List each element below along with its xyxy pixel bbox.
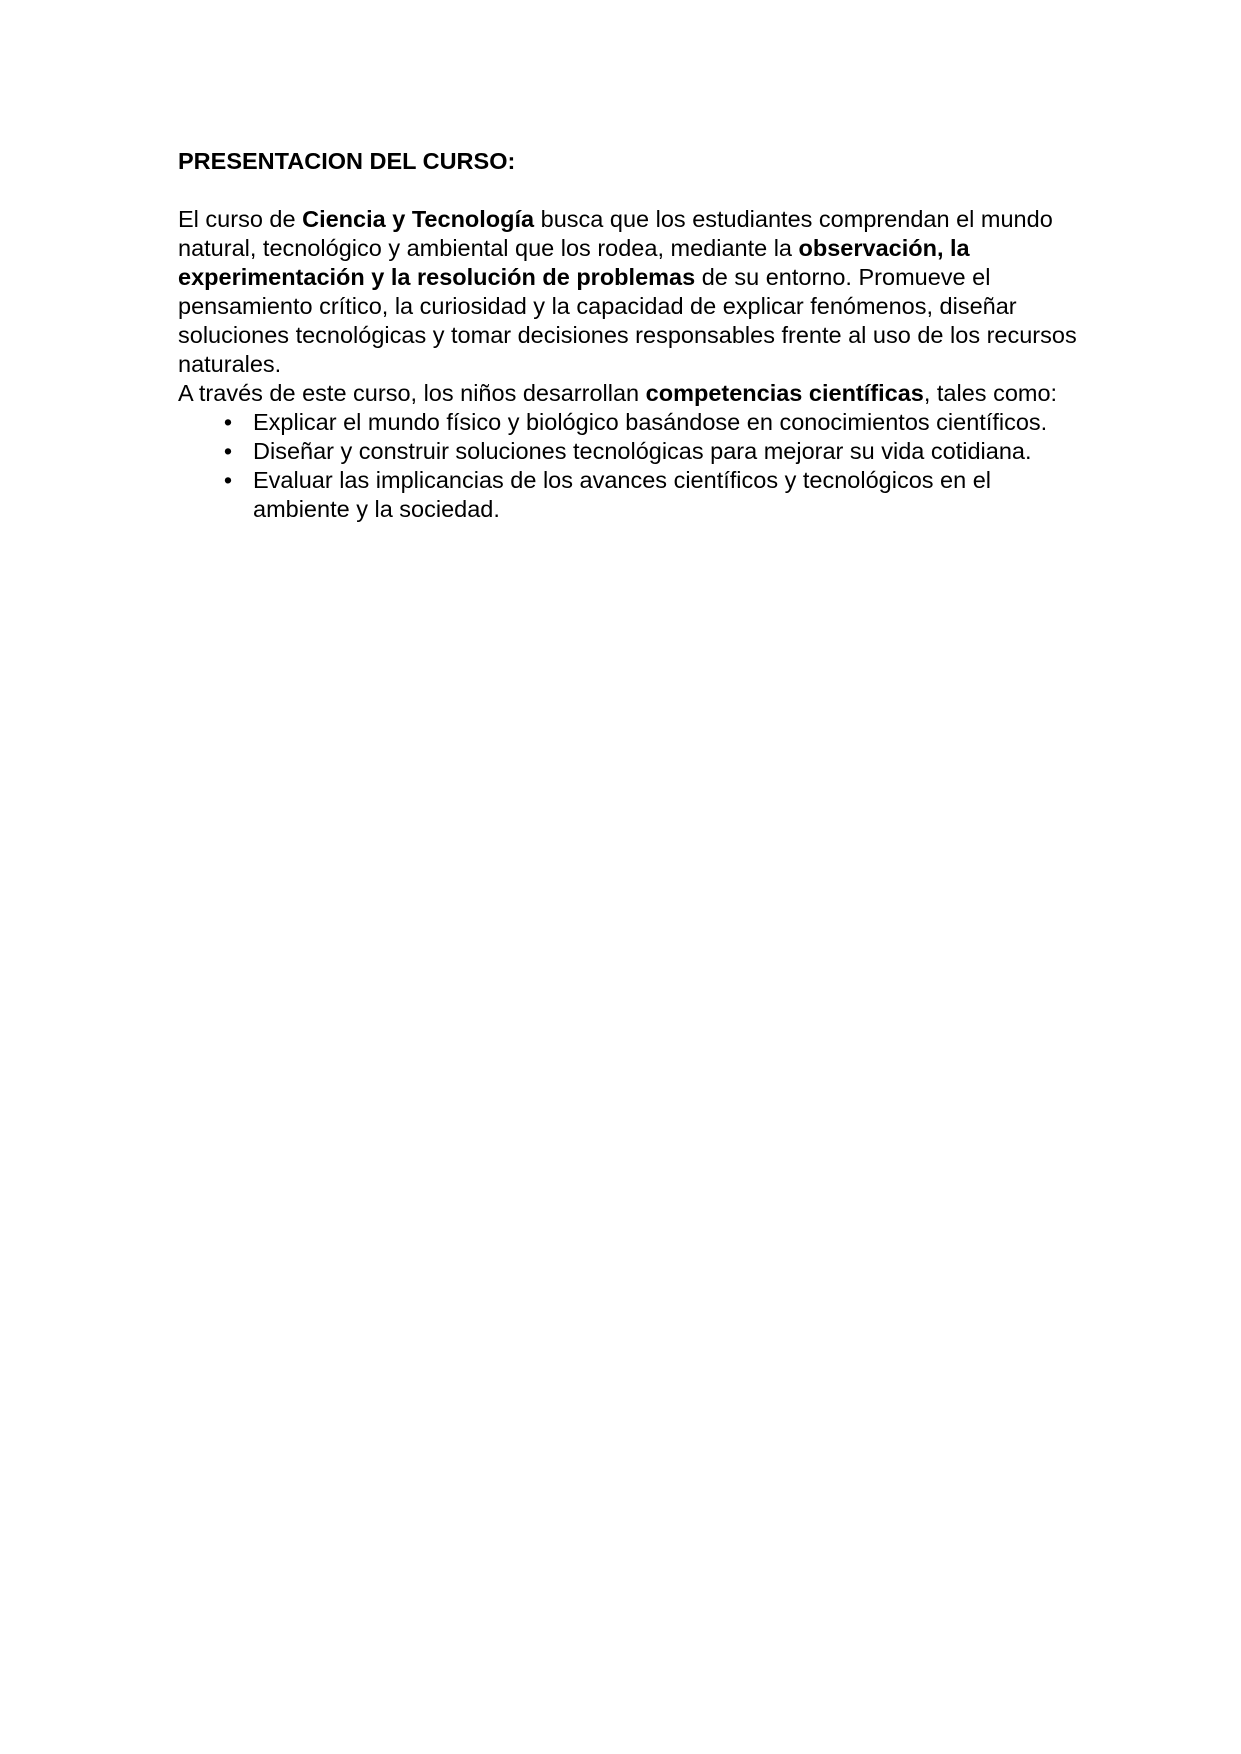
bullet-marker: • <box>223 409 233 435</box>
section-title: PRESENTACION DEL CURSO: <box>178 148 516 174</box>
list-item-text: Diseñar y construir soluciones tecnológicas para mejorar su vida cotidiana. <box>253 438 1032 464</box>
competencies-list <box>178 408 1078 524</box>
intro-bold-methods: observación, la experimentación y la resolución de problemas <box>178 235 970 290</box>
competencies-paragraph <box>178 379 1078 408</box>
list-item-text: Explicar el mundo físico y biológico basándose en conocimientos científicos. <box>253 409 1048 435</box>
intro-text-2: busca que los estudiantes comprendan el mundo natural, tecnológico y ambiental que los rodea, mediante la <box>178 206 1053 261</box>
intro-text-1: El curso de <box>178 206 303 232</box>
competencies-bold: competencias científicas <box>645 380 924 406</box>
bullet-marker: • <box>223 438 233 464</box>
list-item <box>178 437 1078 466</box>
intro-paragraph <box>178 205 1078 379</box>
intro-bold-course-name: Ciencia y Tecnología <box>302 206 535 232</box>
document-body <box>178 147 1078 524</box>
list-item <box>178 466 1078 524</box>
intro-text-3: de su entorno. Promueve el pensamiento crítico, la curiosidad y la capacidad de explicar fenómenos, diseñar soluciones tecnológicas y tomar decisiones responsables frente al uso de los recursos naturales. <box>178 264 1077 377</box>
list-item <box>178 408 1078 437</box>
list-item-text: Evaluar las implicancias de los avances científicos y tecnológicos en el ambiente y la sociedad. <box>253 467 992 522</box>
competencies-text-1: A través de este curso, los niños desarrollan <box>178 380 646 406</box>
bullet-marker: • <box>223 467 233 493</box>
competencies-text-2: , tales como: <box>923 380 1058 406</box>
